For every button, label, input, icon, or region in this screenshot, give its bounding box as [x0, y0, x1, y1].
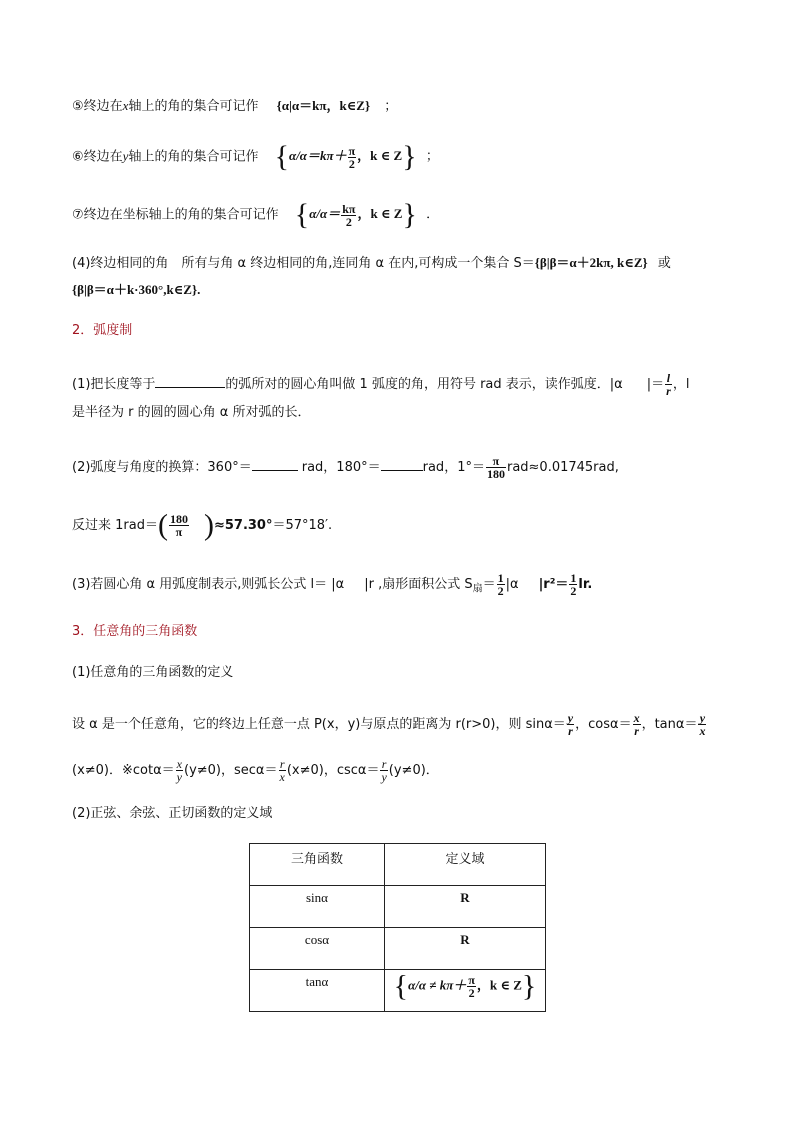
item-6-tail: ；: [425, 149, 439, 165]
table-cell-fn: sinα: [250, 886, 385, 928]
table-header-row: [250, 844, 546, 886]
item-6-axis: y: [122, 148, 129, 164]
s2-para-3: 反过来 1rad＝( $\frac{180}{\pi}$ )≈57.30°＝57°18′.: [72, 508, 333, 542]
para-4-text: (4)终边相同的角 所有与角 α 终边相同的角,连同角 α 在内,可构成一个集合 S＝: [72, 256, 535, 271]
table-header-fn: 三角函数: [250, 844, 385, 886]
item-6-rest: 轴上的角的集合可记作: [128, 149, 259, 165]
para-4-set: {β|β＝α＋2kπ, k∈Z}: [534, 255, 648, 270]
table-header-domain: 定义域: [385, 844, 546, 886]
para-4-line2: {β|β＝α＋k·360°,k∈Z}.: [72, 282, 201, 297]
item-6-set: {α/α＝kπ＋ $\frac{\pi}{2}$ ，k ∈ Z}: [274, 140, 417, 174]
s2-para-4: (3)若圆心角 α 用弧度制表示,则弧长公式 l＝ |α |r ,扇形面积公式 $S_扇=$ $\frac{1}{2}$ |α |r²＝ $\frac{1}{2}$ lr.: [72, 571, 593, 598]
table-cell-domain: R: [385, 886, 546, 928]
item-7: [72, 198, 440, 232]
s3-para-1: (1)任意角的三角函数的定义: [72, 665, 234, 680]
table-cell-domain: R: [385, 928, 546, 970]
table-row: [250, 928, 546, 970]
item-6-lead: ⑥终边在: [72, 149, 123, 165]
blank-3: [381, 456, 423, 471]
table-row: [250, 970, 546, 1012]
blank-2: [252, 456, 298, 471]
item-7-text: ⑦终边在坐标轴上的角的集合可记作: [72, 207, 279, 223]
s2-para-1-line2: 是半径为 r 的圆的圆心角 α 所对弧的长．: [72, 405, 311, 420]
item-5-tail: ；: [384, 99, 398, 114]
blank-1: [155, 373, 225, 388]
item-5-axis: x: [122, 98, 129, 113]
item-5-lead: ⑤终边在: [72, 99, 123, 114]
item-5-set: {α|α＝kπ，k∈Z}: [276, 98, 371, 113]
table-cell-fn: tanα: [250, 970, 385, 1012]
s3-para-4: (2)正弦、余弦、正切函数的定义域: [72, 806, 273, 821]
s2-para-2: (2)弧度与角度的换算：360°＝ rad，180°＝ rad，1°＝ $\frac{\pi}{180}$ rad≈0.01745rad,: [72, 454, 619, 481]
section-3-heading: 3．任意角的三角函数: [72, 624, 198, 639]
table-cell-domain: {α/α ≠ kπ＋ $\frac{\pi}{2}$ ，k ∈ Z}: [385, 970, 546, 1012]
domain-table: [249, 843, 546, 1012]
para-4-or: 或: [657, 256, 671, 271]
s3-para-2: 设 α 是一个任意角，它的终边上任意一点 P(x，y)与原点的距离为 r(r>0)，则 sinα＝ $\frac{y}{r}$ ，cosα＝ $\frac{x}{r}$ ，tanα＝ $\frac{y}{x}$: [72, 711, 706, 738]
para-4-line1: [72, 254, 671, 273]
item-5: [72, 97, 397, 116]
item-7-tail: ．: [426, 207, 440, 223]
section-2-heading: 2．弧度制: [72, 323, 133, 338]
s2-para-1: (1)把长度等于 的弧所对的圆心角叫做 1 弧度的角，用符号 rad 表示，读作弧度．|α |＝ $\frac{l}{r}$ ，l: [72, 371, 690, 398]
item-5-rest: 轴上的角的集合可记作: [128, 99, 259, 114]
table-cell-fn: cosα: [250, 928, 385, 970]
item-7-set: {α/α＝ $\frac{k\pi}{2}$ ，k ∈ Z}: [294, 198, 417, 232]
table-row: [250, 886, 546, 928]
item-6: [72, 140, 439, 174]
s3-para-3: (x≠0)．※cotα＝ $\frac{x}{y}$ (y≠0)，secα＝ $\frac{r}{x}$ (x≠0)，cscα＝ $\frac{r}{y}$ (y≠0)．: [72, 757, 439, 784]
